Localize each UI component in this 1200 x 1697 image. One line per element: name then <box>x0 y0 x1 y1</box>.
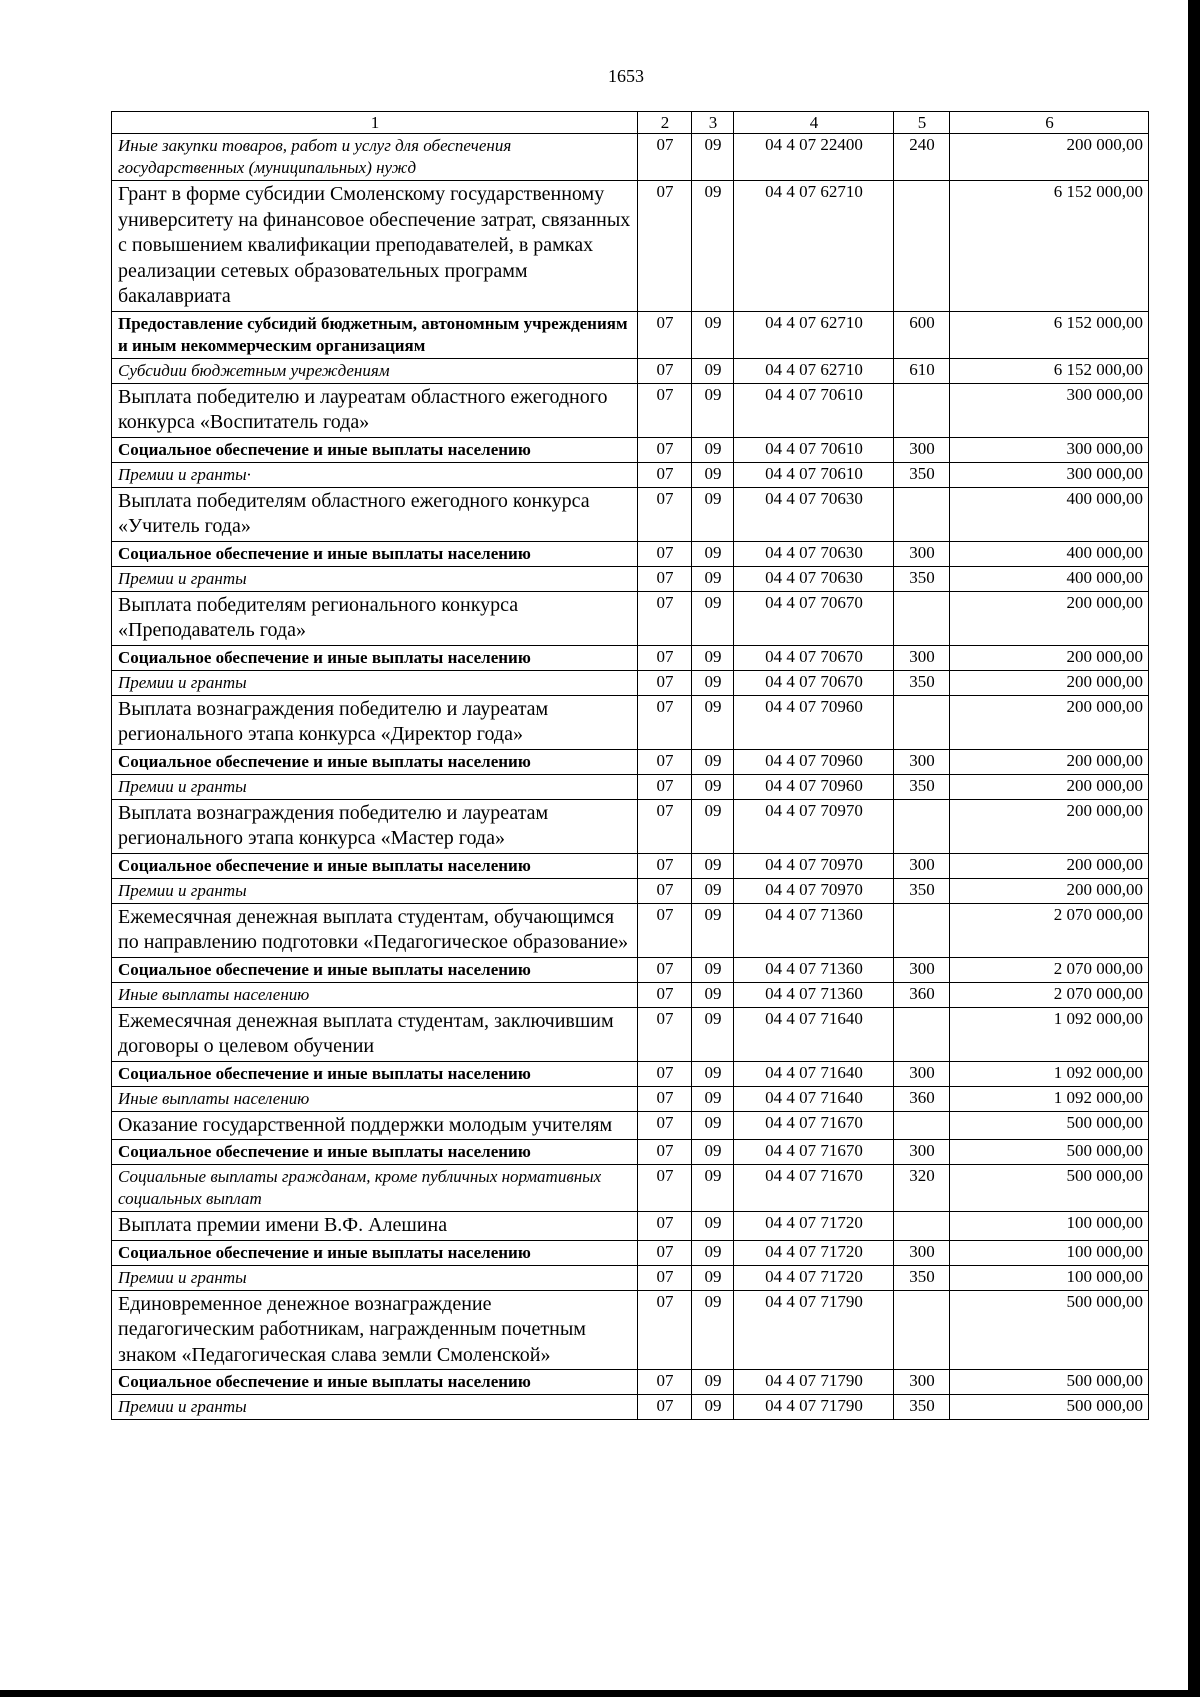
row-name-cell: Социальные выплаты гражданам, кроме публичных нормативных социальных выплат <box>112 1165 638 1212</box>
row-section-cell: 07 <box>638 878 692 903</box>
row-expense-type-cell: 240 <box>894 134 950 181</box>
row-target-article-cell: 04 4 07 71790 <box>734 1290 894 1370</box>
row-subsection-cell: 09 <box>692 1395 734 1420</box>
row-amount-cell: 6 152 000,00 <box>950 358 1149 383</box>
row-name-cell: Премии и гранты <box>112 670 638 695</box>
table-row <box>112 1165 1149 1212</box>
row-target-article-cell: 04 4 07 70960 <box>734 749 894 774</box>
row-name-cell: Иные закупки товаров, работ и услуг для обеспечения государственных (муниципальных) нужд <box>112 134 638 181</box>
row-expense-type-cell <box>894 1212 950 1241</box>
row-amount-cell: 100 000,00 <box>950 1240 1149 1265</box>
row-name-cell: Выплата премии имени В.Ф. Алешина <box>112 1212 638 1241</box>
table-row <box>112 982 1149 1007</box>
row-section-cell: 07 <box>638 487 692 541</box>
row-name-cell: Социальное обеспечение и иные выплаты населению <box>112 853 638 878</box>
row-target-article-cell: 04 4 07 71640 <box>734 1007 894 1061</box>
row-section-cell: 07 <box>638 437 692 462</box>
table-row <box>112 311 1149 358</box>
row-amount-cell: 200 000,00 <box>950 695 1149 749</box>
row-section-cell: 07 <box>638 1265 692 1290</box>
table-header-row <box>112 112 1149 134</box>
row-section-cell: 07 <box>638 566 692 591</box>
table-row <box>112 1370 1149 1395</box>
table-row <box>112 799 1149 853</box>
row-amount-cell: 100 000,00 <box>950 1265 1149 1290</box>
row-target-article-cell: 04 4 07 62710 <box>734 358 894 383</box>
row-section-cell: 07 <box>638 903 692 957</box>
row-amount-cell: 1 092 000,00 <box>950 1086 1149 1111</box>
row-expense-type-cell: 300 <box>894 437 950 462</box>
row-target-article-cell: 04 4 07 22400 <box>734 134 894 181</box>
row-subsection-cell: 09 <box>692 181 734 312</box>
row-amount-cell: 200 000,00 <box>950 591 1149 645</box>
table-row <box>112 1265 1149 1290</box>
row-subsection-cell: 09 <box>692 383 734 437</box>
row-name-cell: Выплата вознаграждения победителю и лауреатам регионального этапа конкурса «Мастер года» <box>112 799 638 853</box>
row-name-cell: Грант в форме субсидии Смоленскому государственному университету на финансовое обеспечение затрат, связанных с повышением квалификации преподавателей, в рамках реализации сетевых образовательных программ бакалавриата <box>112 181 638 312</box>
row-name-cell: Премии и гранты· <box>112 462 638 487</box>
row-subsection-cell: 09 <box>692 1086 734 1111</box>
row-subsection-cell: 09 <box>692 1111 734 1140</box>
row-expense-type-cell: 350 <box>894 670 950 695</box>
row-subsection-cell: 09 <box>692 437 734 462</box>
row-target-article-cell: 04 4 07 70630 <box>734 541 894 566</box>
row-expense-type-cell: 350 <box>894 566 950 591</box>
row-subsection-cell: 09 <box>692 1165 734 1212</box>
row-target-article-cell: 04 4 07 71720 <box>734 1265 894 1290</box>
row-amount-cell: 200 000,00 <box>950 670 1149 695</box>
table-row <box>112 1212 1149 1241</box>
row-subsection-cell: 09 <box>692 1370 734 1395</box>
row-target-article-cell: 04 4 07 70610 <box>734 383 894 437</box>
row-expense-type-cell: 610 <box>894 358 950 383</box>
row-amount-cell: 200 000,00 <box>950 878 1149 903</box>
row-amount-cell: 200 000,00 <box>950 853 1149 878</box>
row-name-cell: Социальное обеспечение и иные выплаты населению <box>112 957 638 982</box>
row-section-cell: 07 <box>638 541 692 566</box>
table-row <box>112 181 1149 312</box>
table-row <box>112 1086 1149 1111</box>
row-target-article-cell: 04 4 07 71360 <box>734 957 894 982</box>
row-expense-type-cell: 300 <box>894 1370 950 1395</box>
row-amount-cell: 500 000,00 <box>950 1370 1149 1395</box>
row-subsection-cell: 09 <box>692 311 734 358</box>
row-name-cell: Социальное обеспечение и иные выплаты населению <box>112 541 638 566</box>
table-row <box>112 1240 1149 1265</box>
row-name-cell: Субсидии бюджетным учреждениям <box>112 358 638 383</box>
row-expense-type-cell <box>894 799 950 853</box>
row-expense-type-cell <box>894 695 950 749</box>
row-section-cell: 07 <box>638 1212 692 1241</box>
row-section-cell: 07 <box>638 1086 692 1111</box>
row-section-cell: 07 <box>638 1370 692 1395</box>
row-target-article-cell: 04 4 07 71640 <box>734 1061 894 1086</box>
row-expense-type-cell: 360 <box>894 982 950 1007</box>
row-expense-type-cell: 320 <box>894 1165 950 1212</box>
row-subsection-cell: 09 <box>692 1140 734 1165</box>
row-subsection-cell: 09 <box>692 645 734 670</box>
row-name-cell: Социальное обеспечение и иные выплаты населению <box>112 749 638 774</box>
row-subsection-cell: 09 <box>692 566 734 591</box>
row-expense-type-cell: 350 <box>894 1265 950 1290</box>
table-row <box>112 749 1149 774</box>
row-expense-type-cell <box>894 383 950 437</box>
row-expense-type-cell: 300 <box>894 1061 950 1086</box>
row-amount-cell: 200 000,00 <box>950 774 1149 799</box>
row-subsection-cell: 09 <box>692 1265 734 1290</box>
table-row <box>112 853 1149 878</box>
row-amount-cell: 500 000,00 <box>950 1140 1149 1165</box>
row-section-cell: 07 <box>638 1061 692 1086</box>
row-section-cell: 07 <box>638 957 692 982</box>
row-subsection-cell: 09 <box>692 774 734 799</box>
table-row <box>112 358 1149 383</box>
row-expense-type-cell <box>894 181 950 312</box>
row-name-cell: Социальное обеспечение и иные выплаты населению <box>112 1140 638 1165</box>
row-subsection-cell: 09 <box>692 358 734 383</box>
page-number: 1653 <box>608 66 644 86</box>
row-section-cell: 07 <box>638 1140 692 1165</box>
row-expense-type-cell <box>894 903 950 957</box>
row-expense-type-cell <box>894 487 950 541</box>
row-expense-type-cell: 350 <box>894 462 950 487</box>
header-cell: 4 <box>734 112 894 134</box>
row-name-cell: Иные выплаты населению <box>112 982 638 1007</box>
row-amount-cell: 1 092 000,00 <box>950 1007 1149 1061</box>
row-expense-type-cell: 300 <box>894 1140 950 1165</box>
row-amount-cell: 500 000,00 <box>950 1395 1149 1420</box>
table-row <box>112 1007 1149 1061</box>
table-row <box>112 774 1149 799</box>
row-subsection-cell: 09 <box>692 541 734 566</box>
row-name-cell: Премии и гранты <box>112 774 638 799</box>
row-expense-type-cell <box>894 591 950 645</box>
row-amount-cell: 400 000,00 <box>950 541 1149 566</box>
row-target-article-cell: 04 4 07 70970 <box>734 878 894 903</box>
row-section-cell: 07 <box>638 799 692 853</box>
row-name-cell: Выплата вознаграждения победителю и лауреатам регионального этапа конкурса «Директор года» <box>112 695 638 749</box>
row-subsection-cell: 09 <box>692 799 734 853</box>
row-expense-type-cell: 350 <box>894 878 950 903</box>
table-row <box>112 566 1149 591</box>
row-target-article-cell: 04 4 07 70670 <box>734 591 894 645</box>
row-subsection-cell: 09 <box>692 695 734 749</box>
row-name-cell: Премии и гранты <box>112 878 638 903</box>
row-name-cell: Выплата победителю и лауреатам областного ежегодного конкурса «Воспитатель года» <box>112 383 638 437</box>
header-cell: 3 <box>692 112 734 134</box>
header-cell: 2 <box>638 112 692 134</box>
row-expense-type-cell: 300 <box>894 853 950 878</box>
row-section-cell: 07 <box>638 774 692 799</box>
row-section-cell: 07 <box>638 1290 692 1370</box>
row-expense-type-cell: 300 <box>894 1240 950 1265</box>
row-amount-cell: 2 070 000,00 <box>950 982 1149 1007</box>
row-name-cell: Премии и гранты <box>112 1265 638 1290</box>
row-amount-cell: 500 000,00 <box>950 1165 1149 1212</box>
row-amount-cell: 400 000,00 <box>950 487 1149 541</box>
row-name-cell: Выплата победителям регионального конкурса «Преподаватель года» <box>112 591 638 645</box>
row-expense-type-cell: 350 <box>894 774 950 799</box>
scan-edge-right <box>1188 0 1200 1697</box>
row-expense-type-cell: 600 <box>894 311 950 358</box>
row-section-cell: 07 <box>638 1240 692 1265</box>
row-expense-type-cell <box>894 1111 950 1140</box>
row-target-article-cell: 04 4 07 70630 <box>734 566 894 591</box>
row-amount-cell: 500 000,00 <box>950 1290 1149 1370</box>
row-name-cell: Оказание государственной поддержки молодым учителям <box>112 1111 638 1140</box>
row-expense-type-cell: 360 <box>894 1086 950 1111</box>
row-target-article-cell: 04 4 07 62710 <box>734 311 894 358</box>
row-target-article-cell: 04 4 07 71670 <box>734 1111 894 1140</box>
row-name-cell: Социальное обеспечение и иные выплаты населению <box>112 1370 638 1395</box>
row-subsection-cell: 09 <box>692 853 734 878</box>
table-row <box>112 134 1149 181</box>
row-amount-cell: 400 000,00 <box>950 566 1149 591</box>
table-row <box>112 957 1149 982</box>
table-row <box>112 878 1149 903</box>
row-name-cell: Социальное обеспечение и иные выплаты населению <box>112 437 638 462</box>
row-subsection-cell: 09 <box>692 1007 734 1061</box>
row-amount-cell: 200 000,00 <box>950 749 1149 774</box>
row-expense-type-cell: 300 <box>894 957 950 982</box>
row-target-article-cell: 04 4 07 70610 <box>734 462 894 487</box>
row-section-cell: 07 <box>638 358 692 383</box>
table-row <box>112 1111 1149 1140</box>
table-row <box>112 1395 1149 1420</box>
row-name-cell: Ежемесячная денежная выплата студентам, заключившим договоры о целевом обучении <box>112 1007 638 1061</box>
row-subsection-cell: 09 <box>692 134 734 181</box>
row-amount-cell: 100 000,00 <box>950 1212 1149 1241</box>
row-expense-type-cell: 300 <box>894 645 950 670</box>
row-section-cell: 07 <box>638 591 692 645</box>
row-amount-cell: 2 070 000,00 <box>950 957 1149 982</box>
table-row <box>112 541 1149 566</box>
row-target-article-cell: 04 4 07 70960 <box>734 695 894 749</box>
row-subsection-cell: 09 <box>692 1240 734 1265</box>
row-section-cell: 07 <box>638 1395 692 1420</box>
row-subsection-cell: 09 <box>692 749 734 774</box>
row-amount-cell: 200 000,00 <box>950 799 1149 853</box>
table-row <box>112 437 1149 462</box>
row-subsection-cell: 09 <box>692 487 734 541</box>
row-target-article-cell: 04 4 07 70670 <box>734 670 894 695</box>
row-target-article-cell: 04 4 07 71720 <box>734 1240 894 1265</box>
row-target-article-cell: 04 4 07 71670 <box>734 1140 894 1165</box>
row-target-article-cell: 04 4 07 70970 <box>734 853 894 878</box>
row-amount-cell: 1 092 000,00 <box>950 1061 1149 1086</box>
table-row <box>112 903 1149 957</box>
row-subsection-cell: 09 <box>692 591 734 645</box>
row-section-cell: 07 <box>638 1165 692 1212</box>
row-target-article-cell: 04 4 07 70670 <box>734 645 894 670</box>
row-target-article-cell: 04 4 07 70970 <box>734 799 894 853</box>
scan-edge-bottom <box>0 1690 1200 1697</box>
table-row <box>112 591 1149 645</box>
row-target-article-cell: 04 4 07 70610 <box>734 437 894 462</box>
row-subsection-cell: 09 <box>692 878 734 903</box>
row-name-cell: Предоставление субсидий бюджетным, автономным учреждениям и иным некоммерческим организациям <box>112 311 638 358</box>
row-section-cell: 07 <box>638 853 692 878</box>
row-amount-cell: 200 000,00 <box>950 134 1149 181</box>
row-subsection-cell: 09 <box>692 1290 734 1370</box>
row-section-cell: 07 <box>638 134 692 181</box>
row-section-cell: 07 <box>638 181 692 312</box>
row-expense-type-cell: 300 <box>894 749 950 774</box>
row-section-cell: 07 <box>638 695 692 749</box>
row-target-article-cell: 04 4 07 71670 <box>734 1165 894 1212</box>
row-name-cell: Социальное обеспечение и иные выплаты населению <box>112 1061 638 1086</box>
table-row <box>112 1140 1149 1165</box>
row-target-article-cell: 04 4 07 70960 <box>734 774 894 799</box>
table-row <box>112 462 1149 487</box>
row-subsection-cell: 09 <box>692 957 734 982</box>
row-target-article-cell: 04 4 07 71360 <box>734 903 894 957</box>
budget-table <box>111 111 1149 1420</box>
row-amount-cell: 300 000,00 <box>950 383 1149 437</box>
row-subsection-cell: 09 <box>692 462 734 487</box>
row-section-cell: 07 <box>638 670 692 695</box>
row-expense-type-cell <box>894 1290 950 1370</box>
row-expense-type-cell <box>894 1007 950 1061</box>
row-amount-cell: 6 152 000,00 <box>950 181 1149 312</box>
header-cell: 1 <box>112 112 638 134</box>
table-row <box>112 695 1149 749</box>
row-section-cell: 07 <box>638 749 692 774</box>
row-target-article-cell: 04 4 07 71720 <box>734 1212 894 1241</box>
row-section-cell: 07 <box>638 462 692 487</box>
row-section-cell: 07 <box>638 645 692 670</box>
row-name-cell: Иные выплаты населению <box>112 1086 638 1111</box>
row-amount-cell: 6 152 000,00 <box>950 311 1149 358</box>
row-name-cell: Социальное обеспечение и иные выплаты населению <box>112 1240 638 1265</box>
table-row <box>112 645 1149 670</box>
table-row <box>112 1290 1149 1370</box>
row-subsection-cell: 09 <box>692 1061 734 1086</box>
row-name-cell: Социальное обеспечение и иные выплаты населению <box>112 645 638 670</box>
row-target-article-cell: 04 4 07 62710 <box>734 181 894 312</box>
row-name-cell: Ежемесячная денежная выплата студентам, обучающимся по направлению подготовки «Педагогическое образование» <box>112 903 638 957</box>
row-name-cell: Премии и гранты <box>112 566 638 591</box>
header-cell: 5 <box>894 112 950 134</box>
row-subsection-cell: 09 <box>692 982 734 1007</box>
row-amount-cell: 2 070 000,00 <box>950 903 1149 957</box>
row-name-cell: Премии и гранты <box>112 1395 638 1420</box>
row-name-cell: Выплата победителям областного ежегодного конкурса «Учитель года» <box>112 487 638 541</box>
row-target-article-cell: 04 4 07 71790 <box>734 1370 894 1395</box>
row-subsection-cell: 09 <box>692 1212 734 1241</box>
row-amount-cell: 300 000,00 <box>950 437 1149 462</box>
row-amount-cell: 500 000,00 <box>950 1111 1149 1140</box>
row-subsection-cell: 09 <box>692 903 734 957</box>
table-row <box>112 383 1149 437</box>
table-row <box>112 670 1149 695</box>
row-target-article-cell: 04 4 07 70630 <box>734 487 894 541</box>
table-row <box>112 487 1149 541</box>
row-amount-cell: 300 000,00 <box>950 462 1149 487</box>
row-target-article-cell: 04 4 07 71360 <box>734 982 894 1007</box>
row-subsection-cell: 09 <box>692 670 734 695</box>
row-section-cell: 07 <box>638 311 692 358</box>
row-target-article-cell: 04 4 07 71790 <box>734 1395 894 1420</box>
row-target-article-cell: 04 4 07 71640 <box>734 1086 894 1111</box>
row-section-cell: 07 <box>638 1007 692 1061</box>
row-name-cell: Единовременное денежное вознаграждение педагогическим работникам, награжденным почетным знаком «Педагогическая слава земли Смоленской» <box>112 1290 638 1370</box>
header-cell: 6 <box>950 112 1149 134</box>
row-section-cell: 07 <box>638 1111 692 1140</box>
row-expense-type-cell: 300 <box>894 541 950 566</box>
row-expense-type-cell: 350 <box>894 1395 950 1420</box>
row-section-cell: 07 <box>638 982 692 1007</box>
row-amount-cell: 200 000,00 <box>950 645 1149 670</box>
row-section-cell: 07 <box>638 383 692 437</box>
table-row <box>112 1061 1149 1086</box>
